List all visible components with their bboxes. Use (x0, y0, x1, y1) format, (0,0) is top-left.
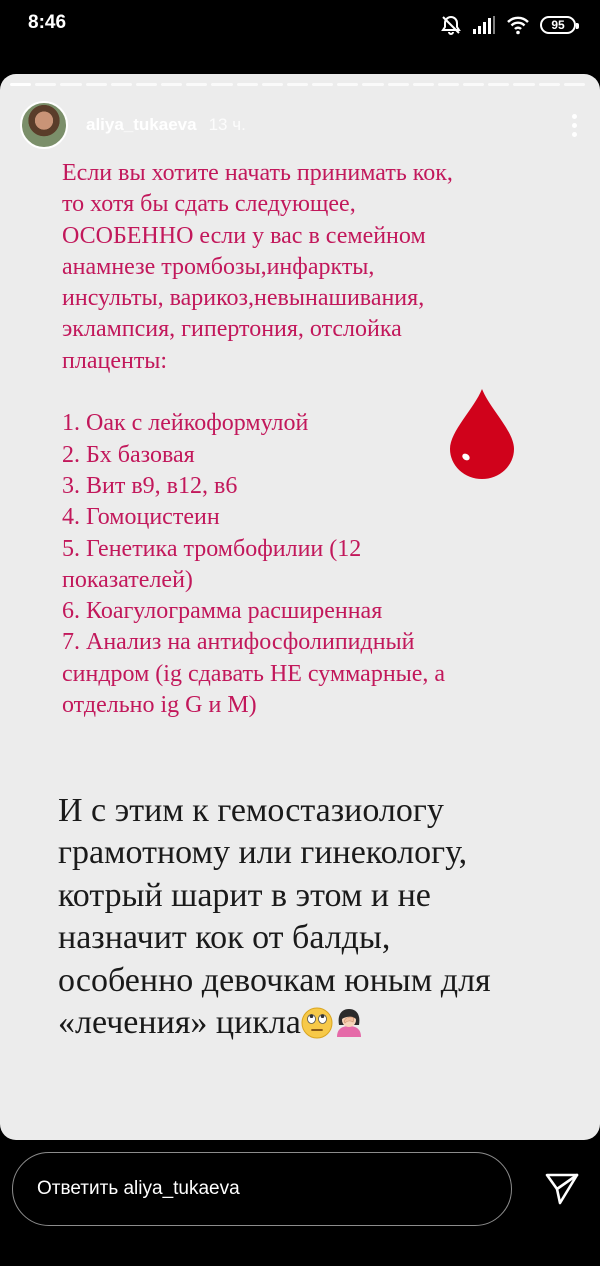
text-fragment: «лечения» цикла (58, 1003, 301, 1041)
progress-segment (564, 83, 585, 86)
text-line: назначит кок от балды, (58, 919, 391, 957)
progress-segment (539, 83, 560, 86)
progress-segment (488, 83, 509, 86)
progress-segment (60, 83, 81, 86)
story-header (20, 100, 586, 150)
progress-segment (463, 83, 484, 86)
list-item: 3. Вит в9, в12, в6 (62, 472, 238, 499)
progress-segment (10, 83, 31, 86)
story-card[interactable] (0, 74, 600, 1140)
reply-placeholder: Ответить aliya_tukaeva (37, 1178, 240, 1199)
story-black-text (58, 790, 578, 1044)
list-item: отдельно ig G и М) (62, 692, 257, 719)
story-username[interactable]: aliya_tukaeva (86, 115, 197, 134)
send-icon[interactable] (544, 1172, 580, 1206)
progress-segment (413, 83, 434, 86)
more-options-button[interactable] (562, 105, 586, 145)
more-dot-icon (572, 114, 577, 119)
story-progress-bar (10, 83, 585, 86)
progress-segment (337, 83, 358, 86)
text-line: инсульты, варикоз,невынашивания, (62, 285, 425, 312)
list-item: синдром (ig сдавать НЕ суммарные, а (62, 660, 446, 687)
story-time-ago: 13 ч. (208, 115, 246, 134)
progress-segment (86, 83, 107, 86)
text-line: особенно девочкам юным для (58, 961, 491, 999)
progress-segment (362, 83, 383, 86)
progress-segment (438, 83, 459, 86)
text-line: анамнезе тромбозы,инфаркты, (62, 253, 375, 280)
text-line: котрый шарит в этом и не (58, 876, 431, 914)
battery-level: 95 (551, 18, 565, 32)
progress-segment (186, 83, 207, 86)
more-dot-icon (572, 132, 577, 137)
blood-drop-icon (446, 387, 518, 479)
text-line-with-emoji (58, 1002, 578, 1044)
progress-segment (136, 83, 157, 86)
facepalm-woman-emoji-icon (333, 1007, 365, 1039)
avatar[interactable] (20, 101, 68, 149)
progress-segment (312, 83, 333, 86)
list-item: 6. Коагулограмма расширенная (62, 598, 383, 625)
text-line: плаценты: (62, 347, 168, 374)
text-line: Если вы хотите начать принимать кок, (62, 160, 453, 186)
progress-segment (211, 83, 232, 86)
text-line: эклампсия, гипертония, отслойка (62, 316, 402, 343)
more-dot-icon (572, 123, 577, 128)
list-item: показателей) (62, 566, 193, 593)
text-line: грамотному или гинекологу, (58, 834, 468, 872)
list-item: 5. Генетика тромбофилии (12 (62, 535, 362, 562)
status-time: 8:46 (28, 12, 67, 33)
progress-segment (35, 83, 56, 86)
list-item: 4. Гомоцистеин (62, 504, 220, 531)
text-line: И с этим к гемостазиологу (58, 792, 444, 829)
signal-icon (472, 15, 496, 35)
progress-segment (237, 83, 258, 86)
progress-segment (161, 83, 182, 86)
progress-segment (513, 83, 534, 86)
list-item: 2. Бх базовая (62, 441, 195, 468)
status-bar (0, 0, 600, 52)
status-icons (440, 14, 576, 36)
wifi-icon (506, 15, 530, 35)
list-item: 7. Анализ на антифосфолипидный (62, 629, 415, 656)
eye-roll-emoji-icon (301, 1007, 333, 1039)
progress-segment (287, 83, 308, 86)
progress-segment (111, 83, 132, 86)
text-line: ОСОБЕННО если у вас в семейном (62, 222, 426, 249)
text-line: то хотя бы сдать следующее, (62, 191, 356, 218)
battery-icon (540, 16, 576, 34)
progress-segment (262, 83, 283, 86)
reply-input[interactable] (12, 1152, 512, 1226)
list-item: 1. Оак с лейкоформулой (62, 410, 309, 437)
progress-segment (388, 83, 409, 86)
mute-alarm-icon (440, 14, 462, 36)
